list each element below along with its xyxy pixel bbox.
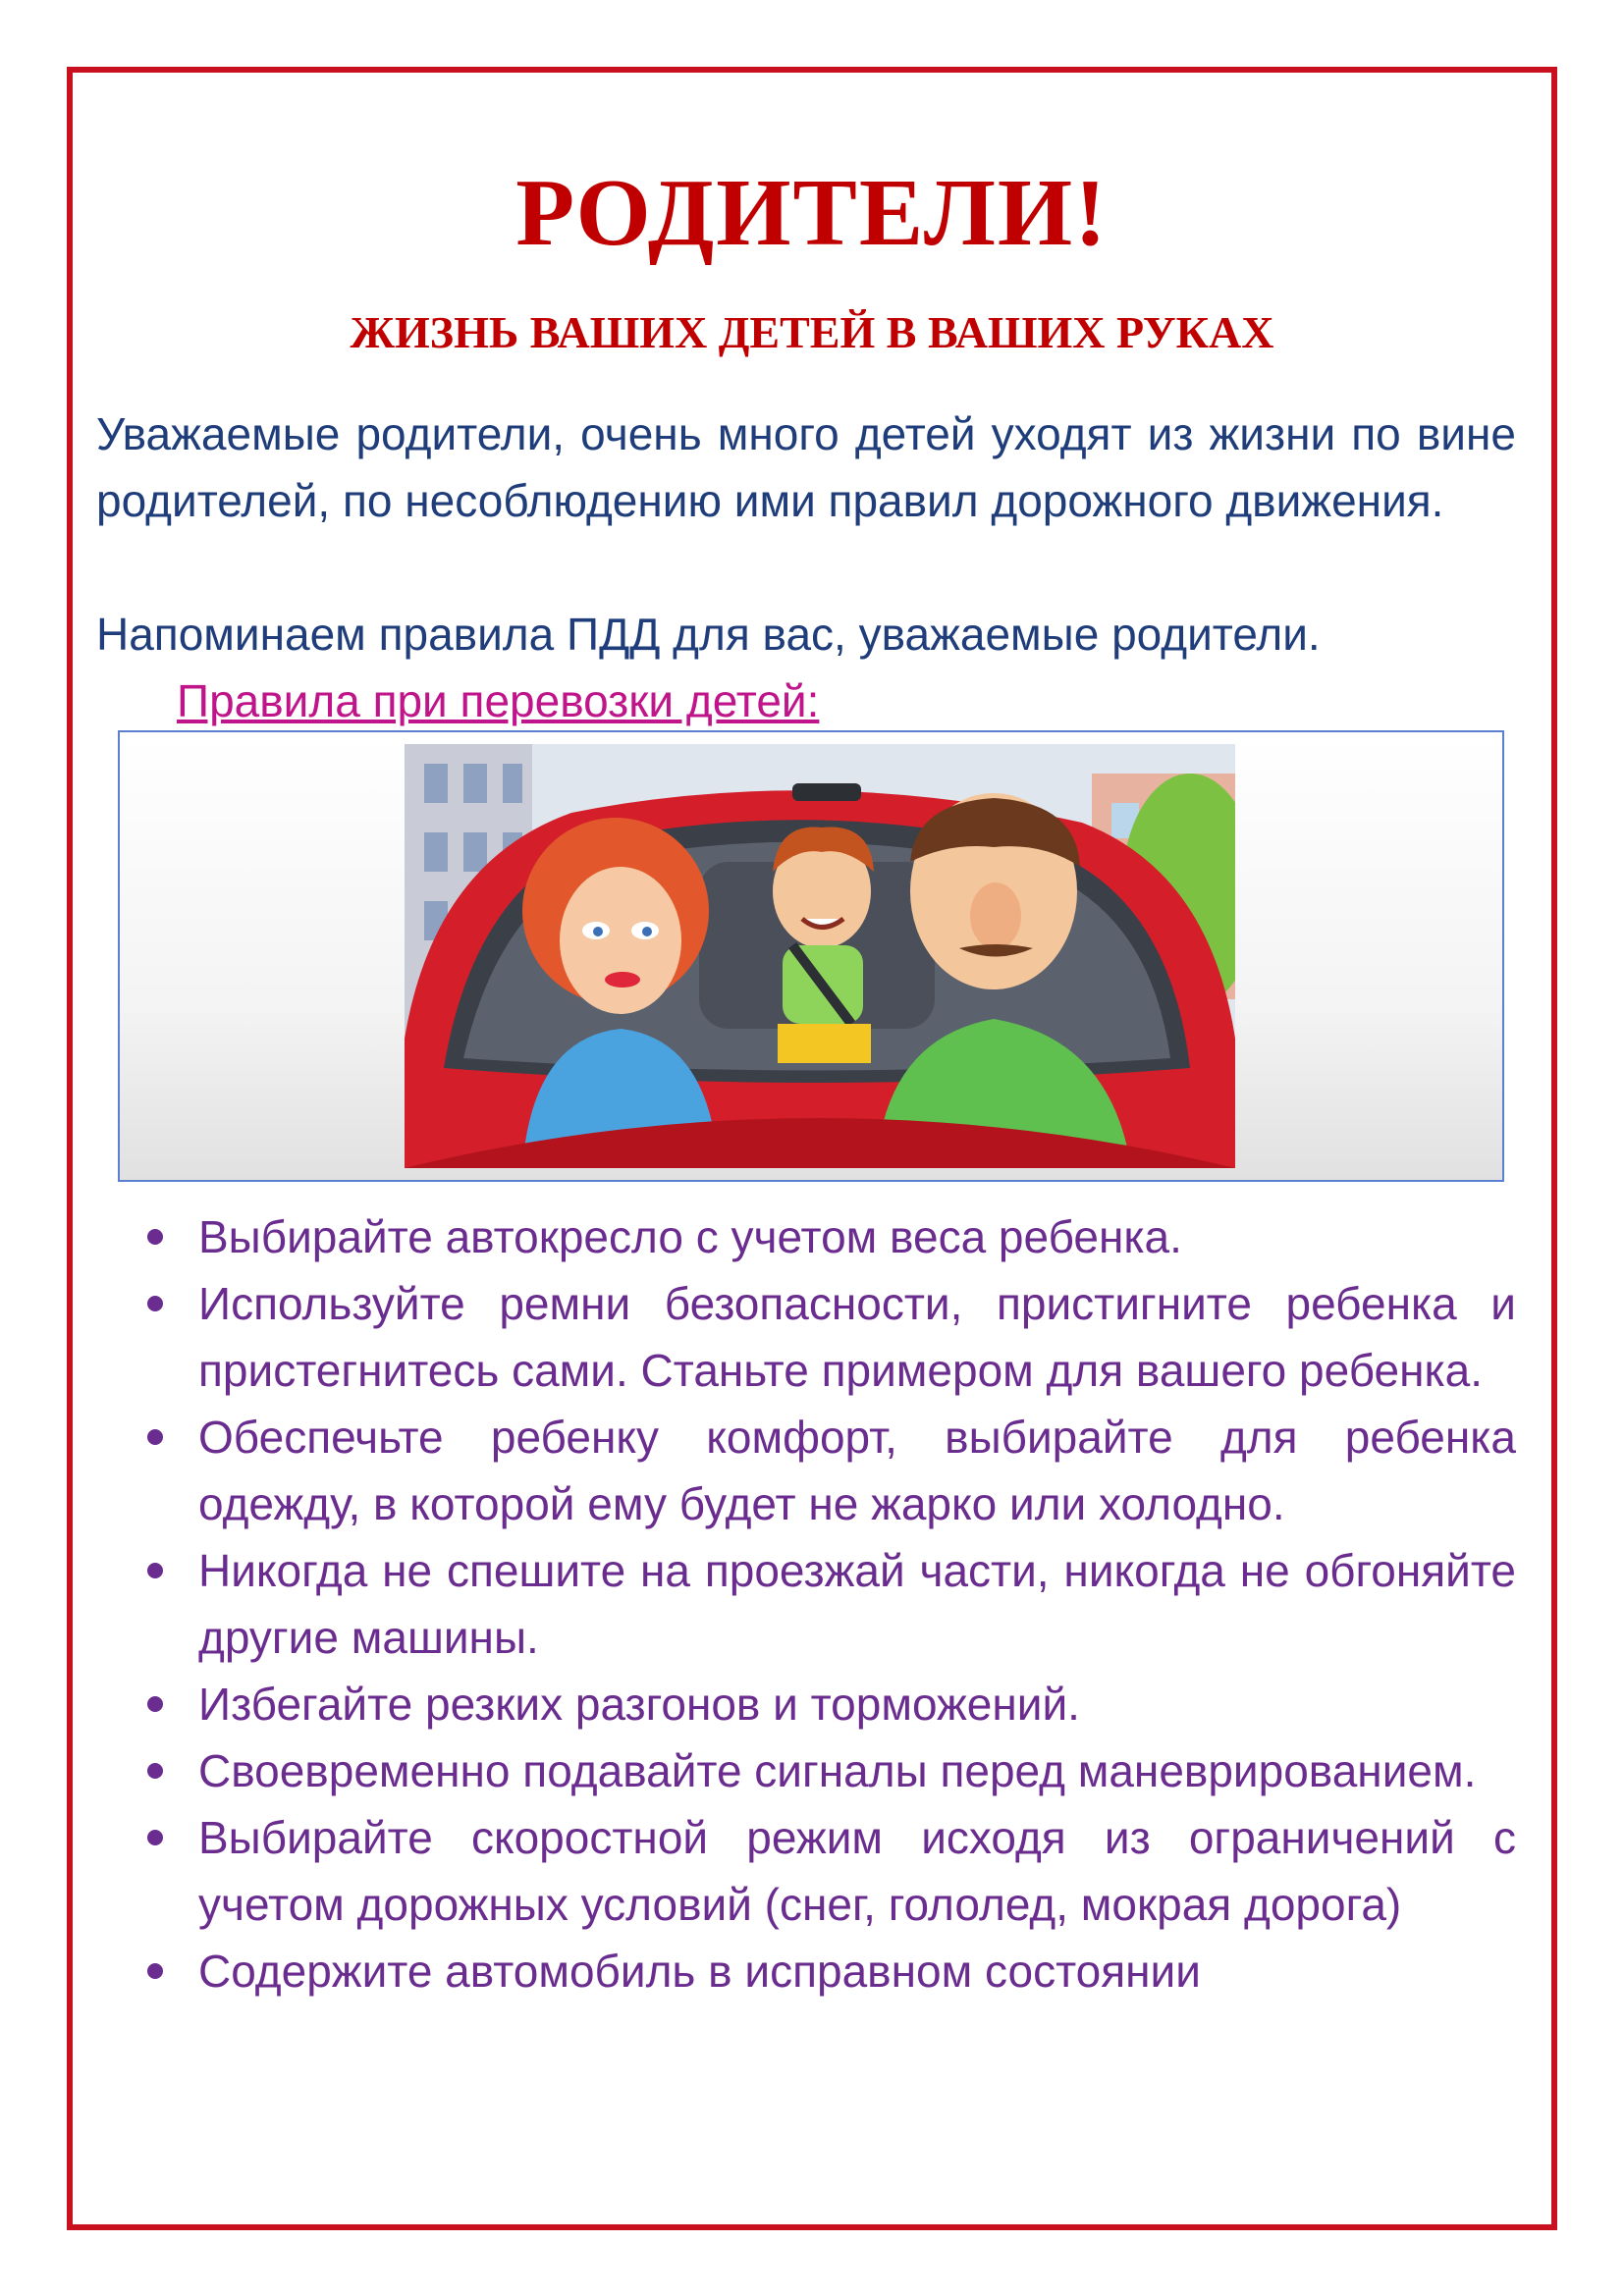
page-title: РОДИТЕЛИ! [515, 160, 1109, 266]
bullet-icon [147, 1296, 163, 1311]
rule-text: Выбирайте автокресло с учетом веса ребенка. [198, 1211, 1182, 1262]
rule-text: Содержите автомобиль в исправном состоянии [198, 1946, 1201, 1997]
list-item [147, 1270, 1516, 1404]
bullet-icon [147, 1229, 163, 1245]
bullet-icon [147, 1563, 163, 1578]
list-item [147, 1671, 1516, 1737]
rule-text: Никогда не спешите на проезжай части, никогда не обгоняйте другие машины. [198, 1545, 1516, 1663]
list-item [147, 1404, 1516, 1537]
bullet-icon [147, 1696, 163, 1712]
intro-paragraph: Уважаемые родители, очень много детей уходят из жизни по вине родителей, по несоблюдению ими правил дорожного движения. [96, 408, 1516, 526]
list-item [147, 1203, 1516, 1270]
bullet-icon [147, 1763, 163, 1779]
bullet-icon [147, 1830, 163, 1845]
rule-text: Используйте ремни безопасности, пристигните ребенка и пристегнитесь сами. Станьте примером для вашего ребенка. [198, 1278, 1516, 1396]
bullet-icon [147, 1963, 163, 1979]
list-item [147, 1938, 1516, 2004]
list-item [147, 1537, 1516, 1671]
reminder-text: Напоминаем правила ПДД для вас, уважаемые родители. [96, 609, 1321, 660]
family-in-car-illustration [405, 744, 1235, 1168]
page-subtitle: ЖИЗНЬ ВАШИХ ДЕТЕЙ В ВАШИХ РУКАХ [350, 307, 1274, 357]
rules-list [147, 1203, 1516, 2004]
list-item [147, 1804, 1516, 1938]
rule-text: Избегайте резких разгонов и торможений. [198, 1679, 1080, 1730]
bullet-icon [147, 1429, 163, 1445]
rule-text: Своевременно подавайте сигналы перед маневрированием. [198, 1745, 1477, 1796]
list-item [147, 1737, 1516, 1804]
rule-text: Обеспечьте ребенку комфорт, выбирайте для ребенка одежду, в которой ему будет не жарко или холодно. [198, 1412, 1516, 1529]
rule-text: Выбирайте скоростной режим исходя из ограничений с учетом дорожных условий (снег, гололед, мокрая дорога) [198, 1812, 1516, 1930]
rules-heading: Правила при перевозки детей: [177, 675, 820, 726]
